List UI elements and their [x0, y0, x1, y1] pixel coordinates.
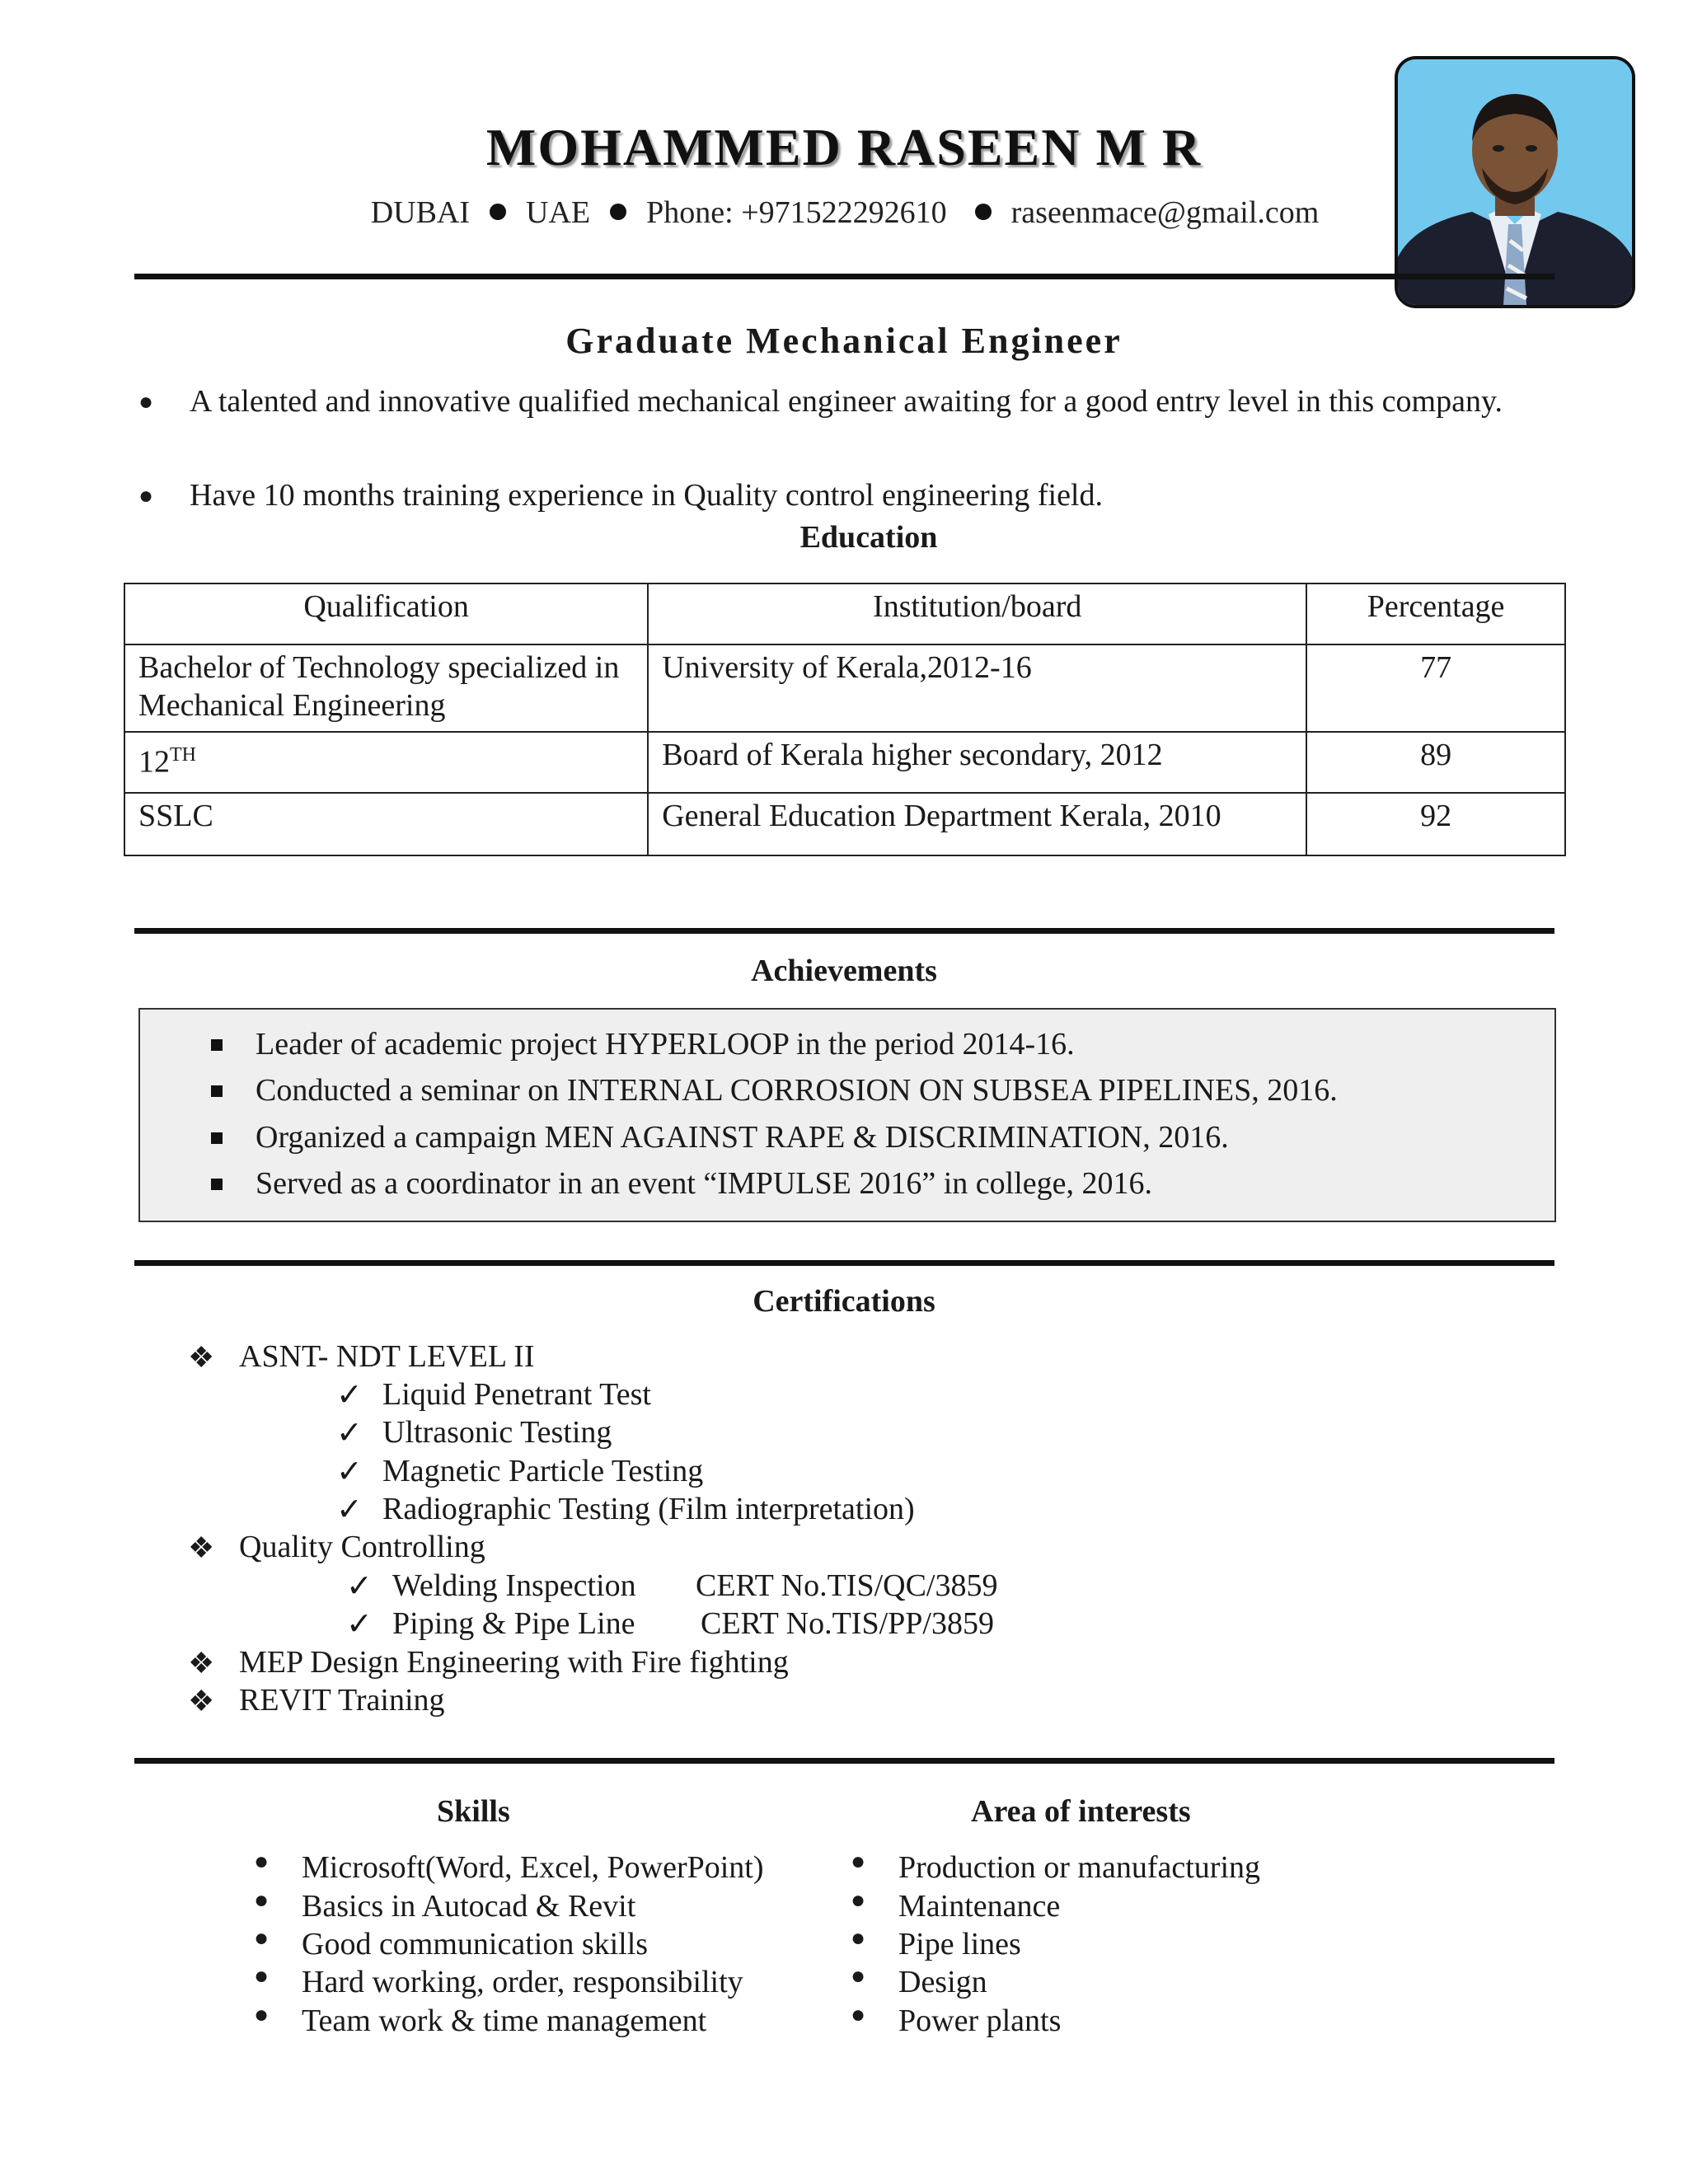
cert-label: ASNT- NDT LEVEL II: [239, 1339, 535, 1374]
achievement-text: Leader of academic project HYPERLOOP in the period 2014-16.: [256, 1027, 1075, 1062]
black-square-icon: [211, 1132, 223, 1144]
education-title: Education: [799, 520, 938, 555]
cert-sub-label: Welding Inspection: [392, 1568, 636, 1603]
interest-text: Production or manufacturing: [898, 1850, 1261, 1885]
cert-label: Quality Controlling: [239, 1530, 485, 1564]
black-circle-icon: ●: [851, 1962, 866, 1990]
objective-title: Graduate Mechanical Engineer: [565, 321, 1123, 361]
table-row: [124, 793, 1565, 855]
institution-cell: Board of Kerala higher secondary, 2012: [648, 732, 1306, 793]
black-circle-icon: ●: [254, 2001, 270, 2028]
check-mark-icon: ✓: [346, 1607, 373, 1642]
black-circle-icon: ●: [254, 1924, 270, 1952]
contact-line: [82, 194, 1607, 231]
table-row: [124, 644, 1565, 732]
contact-phone: Phone: +971522292610: [646, 195, 947, 230]
skill-text: Microsoft(Word, Excel, PowerPoint): [302, 1850, 764, 1885]
column-header: Qualification: [124, 583, 648, 644]
profile-photo: [1395, 56, 1635, 308]
achievement-item: [256, 1026, 1075, 1062]
achievements-title: Achievements: [751, 954, 937, 988]
qualification-superscript: TH: [170, 744, 196, 766]
check-mark-icon: ✓: [336, 1493, 363, 1527]
interest-text: Maintenance: [898, 1889, 1061, 1924]
interest-text: Pipe lines: [898, 1927, 1021, 1961]
education-table: [124, 583, 1566, 856]
objective-item: [138, 382, 1551, 462]
qualification-text: 12: [138, 744, 170, 780]
skill-text: Team work & time management: [302, 2004, 707, 2038]
contact-email: raseenmace@gmail.com: [1010, 195, 1320, 230]
check-mark-icon: ✓: [336, 1455, 363, 1489]
section-divider: [134, 928, 1554, 934]
cert-sub-label: Piping & Pipe Line: [392, 1606, 635, 1641]
skill-text: Basics in Autocad & Revit: [302, 1889, 636, 1924]
check-mark-icon: ✓: [336, 1416, 363, 1451]
objective-text: A talented and innovative qualified mechanical engineer awaiting for a good entry level in this company.: [190, 384, 1503, 419]
objective-item: [138, 476, 1551, 516]
black-square-icon: [211, 1039, 223, 1051]
bullet-dot-icon: [610, 204, 626, 220]
bullet-dot-icon: [975, 204, 992, 220]
qualification-cell: Bachelor of Technology specialized in Mechanical Engineering: [124, 644, 648, 732]
four-diamond-icon: ❖: [188, 1647, 215, 1680]
cert-sub-label: Magnetic Particle Testing: [382, 1454, 704, 1488]
achievement-item: [256, 1119, 1229, 1155]
four-diamond-icon: ❖: [188, 1531, 215, 1564]
objective-text: Have 10 months training experience in Quality control engineering field.: [190, 478, 1103, 513]
black-square-icon: [211, 1179, 223, 1190]
cert-sub-label: Ultrasonic Testing: [382, 1415, 612, 1450]
table-row: [124, 732, 1565, 793]
header-divider: [134, 274, 1554, 279]
achievement-text: Organized a campaign MEN AGAINST RAPE & DISCRIMINATION, 2016.: [256, 1120, 1229, 1155]
section-divider: [134, 1260, 1554, 1266]
certifications-title: Certifications: [753, 1284, 935, 1319]
cert-label: REVIT Training: [239, 1683, 445, 1718]
black-circle-icon: ●: [851, 1924, 866, 1952]
black-circle-icon: ●: [254, 1886, 270, 1914]
check-mark-icon: ✓: [336, 1378, 363, 1413]
achievement-item: [256, 1165, 1152, 1202]
bullet-dot-icon: [490, 204, 506, 220]
black-square-icon: [211, 1085, 223, 1097]
section-divider: [134, 1758, 1554, 1764]
interest-text: Power plants: [898, 2004, 1062, 2038]
black-circle-icon: ●: [138, 482, 154, 509]
skills-title: Skills: [437, 1794, 510, 1829]
achievement-text: Served as a coordinator in an event “IMPULSE 2016” in college, 2016.: [256, 1166, 1152, 1201]
qualification-cell: SSLC: [124, 793, 648, 855]
table-header-row: [124, 583, 1565, 644]
candidate-name: MOHAMMED RASEEN M R: [485, 118, 1203, 176]
skill-text: Hard working, order, responsibility: [302, 1965, 743, 1999]
black-circle-icon: ●: [254, 1848, 270, 1875]
black-circle-icon: ●: [851, 1848, 866, 1875]
institution-cell: University of Kerala,2012-16: [648, 644, 1306, 732]
qualification-cell: [124, 732, 648, 793]
four-diamond-icon: ❖: [188, 1685, 215, 1718]
black-circle-icon: ●: [254, 1962, 270, 1990]
column-header: Institution/board: [648, 583, 1306, 644]
achievements-box: [138, 1008, 1556, 1222]
achievement-text: Conducted a seminar on INTERNAL CORROSION ON SUBSEA PIPELINES, 2016.: [256, 1073, 1338, 1108]
cert-number: CERT No.TIS/QC/3859: [696, 1568, 998, 1603]
achievement-item: [256, 1072, 1338, 1108]
black-circle-icon: ●: [851, 1886, 866, 1914]
black-circle-icon: ●: [851, 2001, 866, 2028]
cert-sub-label: Liquid Penetrant Test: [382, 1377, 651, 1412]
skill-text: Good communication skills: [302, 1927, 649, 1961]
four-diamond-icon: ❖: [188, 1341, 215, 1374]
cert-number: CERT No.TIS/PP/3859: [701, 1606, 994, 1641]
interest-text: Design: [898, 1965, 987, 1999]
contact-country: UAE: [526, 195, 591, 230]
institution-cell: General Education Department Kerala, 2010: [648, 793, 1306, 855]
percentage-cell: 92: [1306, 793, 1565, 855]
percentage-cell: 89: [1306, 732, 1565, 793]
percentage-cell: 77: [1306, 644, 1565, 732]
interests-title: Area of interests: [971, 1794, 1191, 1829]
column-header: Percentage: [1306, 583, 1565, 644]
black-circle-icon: ●: [138, 388, 154, 415]
check-mark-icon: ✓: [346, 1569, 373, 1604]
cert-label: MEP Design Engineering with Fire fighting: [239, 1645, 789, 1680]
contact-city: DUBAI: [370, 195, 471, 230]
cert-sub-label: Radiographic Testing (Film interpretation): [382, 1492, 915, 1526]
